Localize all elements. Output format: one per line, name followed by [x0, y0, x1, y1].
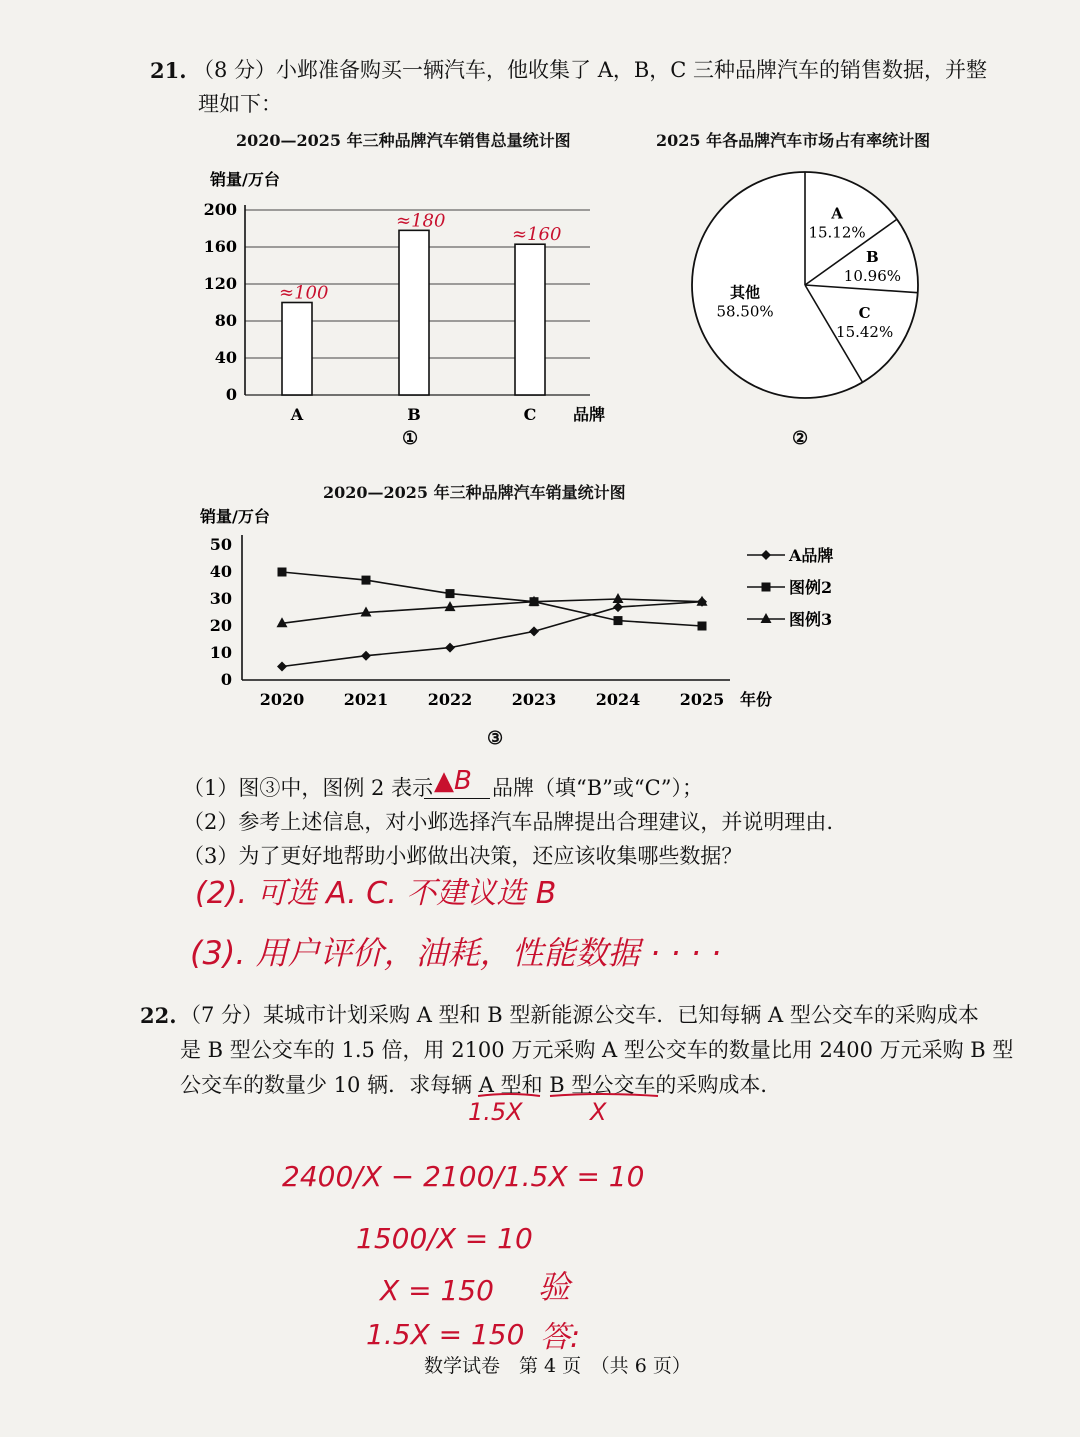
series-2-point — [278, 568, 287, 577]
fig3-label: ③ — [487, 728, 504, 749]
pie-slice-label: B — [866, 247, 879, 266]
handwritten-a-variable: 1.5X — [468, 1098, 523, 1126]
q21-intro-cont: 理如下： — [198, 92, 282, 116]
series-1-point — [613, 602, 623, 612]
legend-marker-3 — [761, 613, 772, 623]
bar-x-tick-label: C — [523, 405, 537, 424]
bar-x-tick-label: B — [407, 405, 421, 424]
fig2-label: ② — [792, 428, 809, 449]
bar-c — [515, 244, 545, 395]
bar-y-tick-label: 200 — [203, 200, 237, 219]
line-chart — [195, 500, 845, 715]
bar-a — [282, 303, 312, 396]
series-1-point — [361, 651, 371, 661]
bar-y-tick-label: 160 — [203, 237, 237, 256]
line-x-tick-label: 2025 — [679, 690, 725, 709]
line-x-axis-label: 年份 — [740, 690, 773, 709]
line-y-axis-label: 销量/万台 — [200, 507, 270, 526]
bar-y-tick-label: 40 — [214, 348, 237, 367]
series-line-3 — [282, 599, 702, 623]
line-x-tick-label: 2022 — [427, 690, 473, 709]
handwritten-check: 验 — [538, 1268, 571, 1306]
legend-label: 图例2 — [789, 578, 833, 597]
line-x-tick-label: 2020 — [259, 690, 305, 709]
q21-part1-answer: ▲B — [434, 766, 472, 796]
pie-slice-value: 58.50% — [716, 302, 774, 321]
legend-marker-2 — [762, 583, 771, 592]
series-2-point — [362, 576, 371, 585]
bar-handwritten-value: ≈160 — [512, 224, 562, 246]
q21-intro: （8 分）小邺准备购买一辆汽车，他收集了 A，B，C 三种品牌汽车的销售数据，并整 — [193, 58, 988, 82]
q21-number: 21. — [150, 58, 187, 83]
q22-line2: 是 B 型公交车的 1.5 倍，用 2100 万元采购 A 型公交车的数量比用 2400 万元采购 B 型 — [180, 1038, 1014, 1062]
handwritten-answer-2: (2). 可选 A. C. 不建议选 B — [195, 876, 557, 911]
bar-x-axis-label: 品牌 — [573, 405, 606, 424]
bar-x-tick-label: A — [290, 405, 304, 424]
bar-y-tick-label: 120 — [203, 274, 237, 293]
bar-handwritten-value: ≈180 — [396, 210, 446, 232]
handwritten-answer-3: (3). 用户评价，油耗，性能数据 · · · · — [190, 934, 722, 972]
series-2-point — [614, 616, 623, 625]
q21-part3: （3）为了更好地帮助小邺做出决策，还应该收集哪些数据？ — [183, 844, 743, 868]
bar-chart — [190, 165, 650, 455]
q22-line1: （7 分）某城市计划采购 A 型和 B 型新能源公交车．已知每辆 A 型公交车的采购成本 — [180, 1003, 979, 1027]
pie-slice-value: 15.12% — [808, 223, 866, 242]
q21-part1-suffix: 品牌（填“B”或“C”）； — [492, 776, 703, 800]
series-3-point — [613, 593, 624, 603]
series-2-point — [698, 622, 707, 631]
q21-part1-blank — [424, 798, 490, 799]
series-1-point — [277, 662, 287, 672]
pie-slice-label: 其他 — [730, 283, 761, 302]
pie-chart — [680, 165, 930, 405]
q22-line3: 公交车的数量少 10 辆．求每辆 A 型和 B 型公交车的采购成本． — [180, 1073, 782, 1097]
bar-y-tick-label: 80 — [214, 311, 237, 330]
line-y-tick-label: 10 — [209, 643, 232, 662]
handwritten-equation-2: 1500/X = 10 — [356, 1222, 533, 1255]
fig3-title: 2020—2025 年三种品牌汽车销量统计图 — [323, 483, 626, 502]
pie-slice-value: 10.96% — [843, 266, 902, 285]
handwritten-b-variable: X — [590, 1098, 607, 1126]
series-1-point — [529, 626, 539, 636]
fig2-title: 2025 年各品牌汽车市场占有率统计图 — [656, 131, 931, 150]
pie-slice-label: A — [831, 204, 843, 223]
bar-y-tick-label: 0 — [225, 385, 237, 404]
line-x-tick-label: 2021 — [343, 690, 389, 709]
bar-b — [399, 230, 429, 395]
pie-slice-label: C — [858, 303, 871, 322]
fig1-label: ① — [402, 428, 419, 449]
handwritten-answer-label: 答: — [540, 1320, 581, 1355]
page-footer: 数学试卷 第 4 页 （共 6 页） — [424, 1355, 691, 1377]
line-y-tick-label: 0 — [220, 670, 232, 689]
q21-part2: （2）参考上述信息，对小邺选择汽车品牌提出合理建议，并说明理由. — [183, 810, 834, 834]
q22-number: 22. — [140, 1003, 177, 1028]
line-x-tick-label: 2024 — [595, 690, 641, 709]
bar-handwritten-value: ≈100 — [279, 282, 329, 304]
line-y-tick-label: 50 — [209, 535, 232, 554]
line-y-tick-label: 40 — [209, 562, 232, 581]
handwritten-equation-3: X = 150 — [380, 1274, 494, 1307]
line-x-tick-label: 2023 — [511, 690, 557, 709]
line-y-tick-label: 30 — [209, 589, 232, 608]
bar-y-axis-label: 销量/万台 — [210, 170, 280, 189]
series-2-point — [446, 589, 455, 598]
pie-slice-value: 15.42% — [836, 322, 894, 341]
q21-part1-prefix: （1）图③中，图例 2 表示 — [183, 776, 434, 800]
line-y-tick-label: 20 — [209, 616, 232, 635]
series-1-point — [445, 643, 455, 653]
handwritten-equation-1: 2400/X − 2100/1.5X = 10 — [282, 1160, 645, 1193]
fig1-title: 2020—2025 年三种品牌汽车销售总量统计图 — [236, 131, 571, 150]
handwritten-equation-4: 1.5X = 150 — [366, 1318, 525, 1351]
series-line-1 — [282, 602, 702, 667]
legend-label: 图例3 — [789, 610, 833, 629]
legend-marker-1 — [761, 550, 771, 560]
legend-label: A品牌 — [789, 546, 834, 565]
